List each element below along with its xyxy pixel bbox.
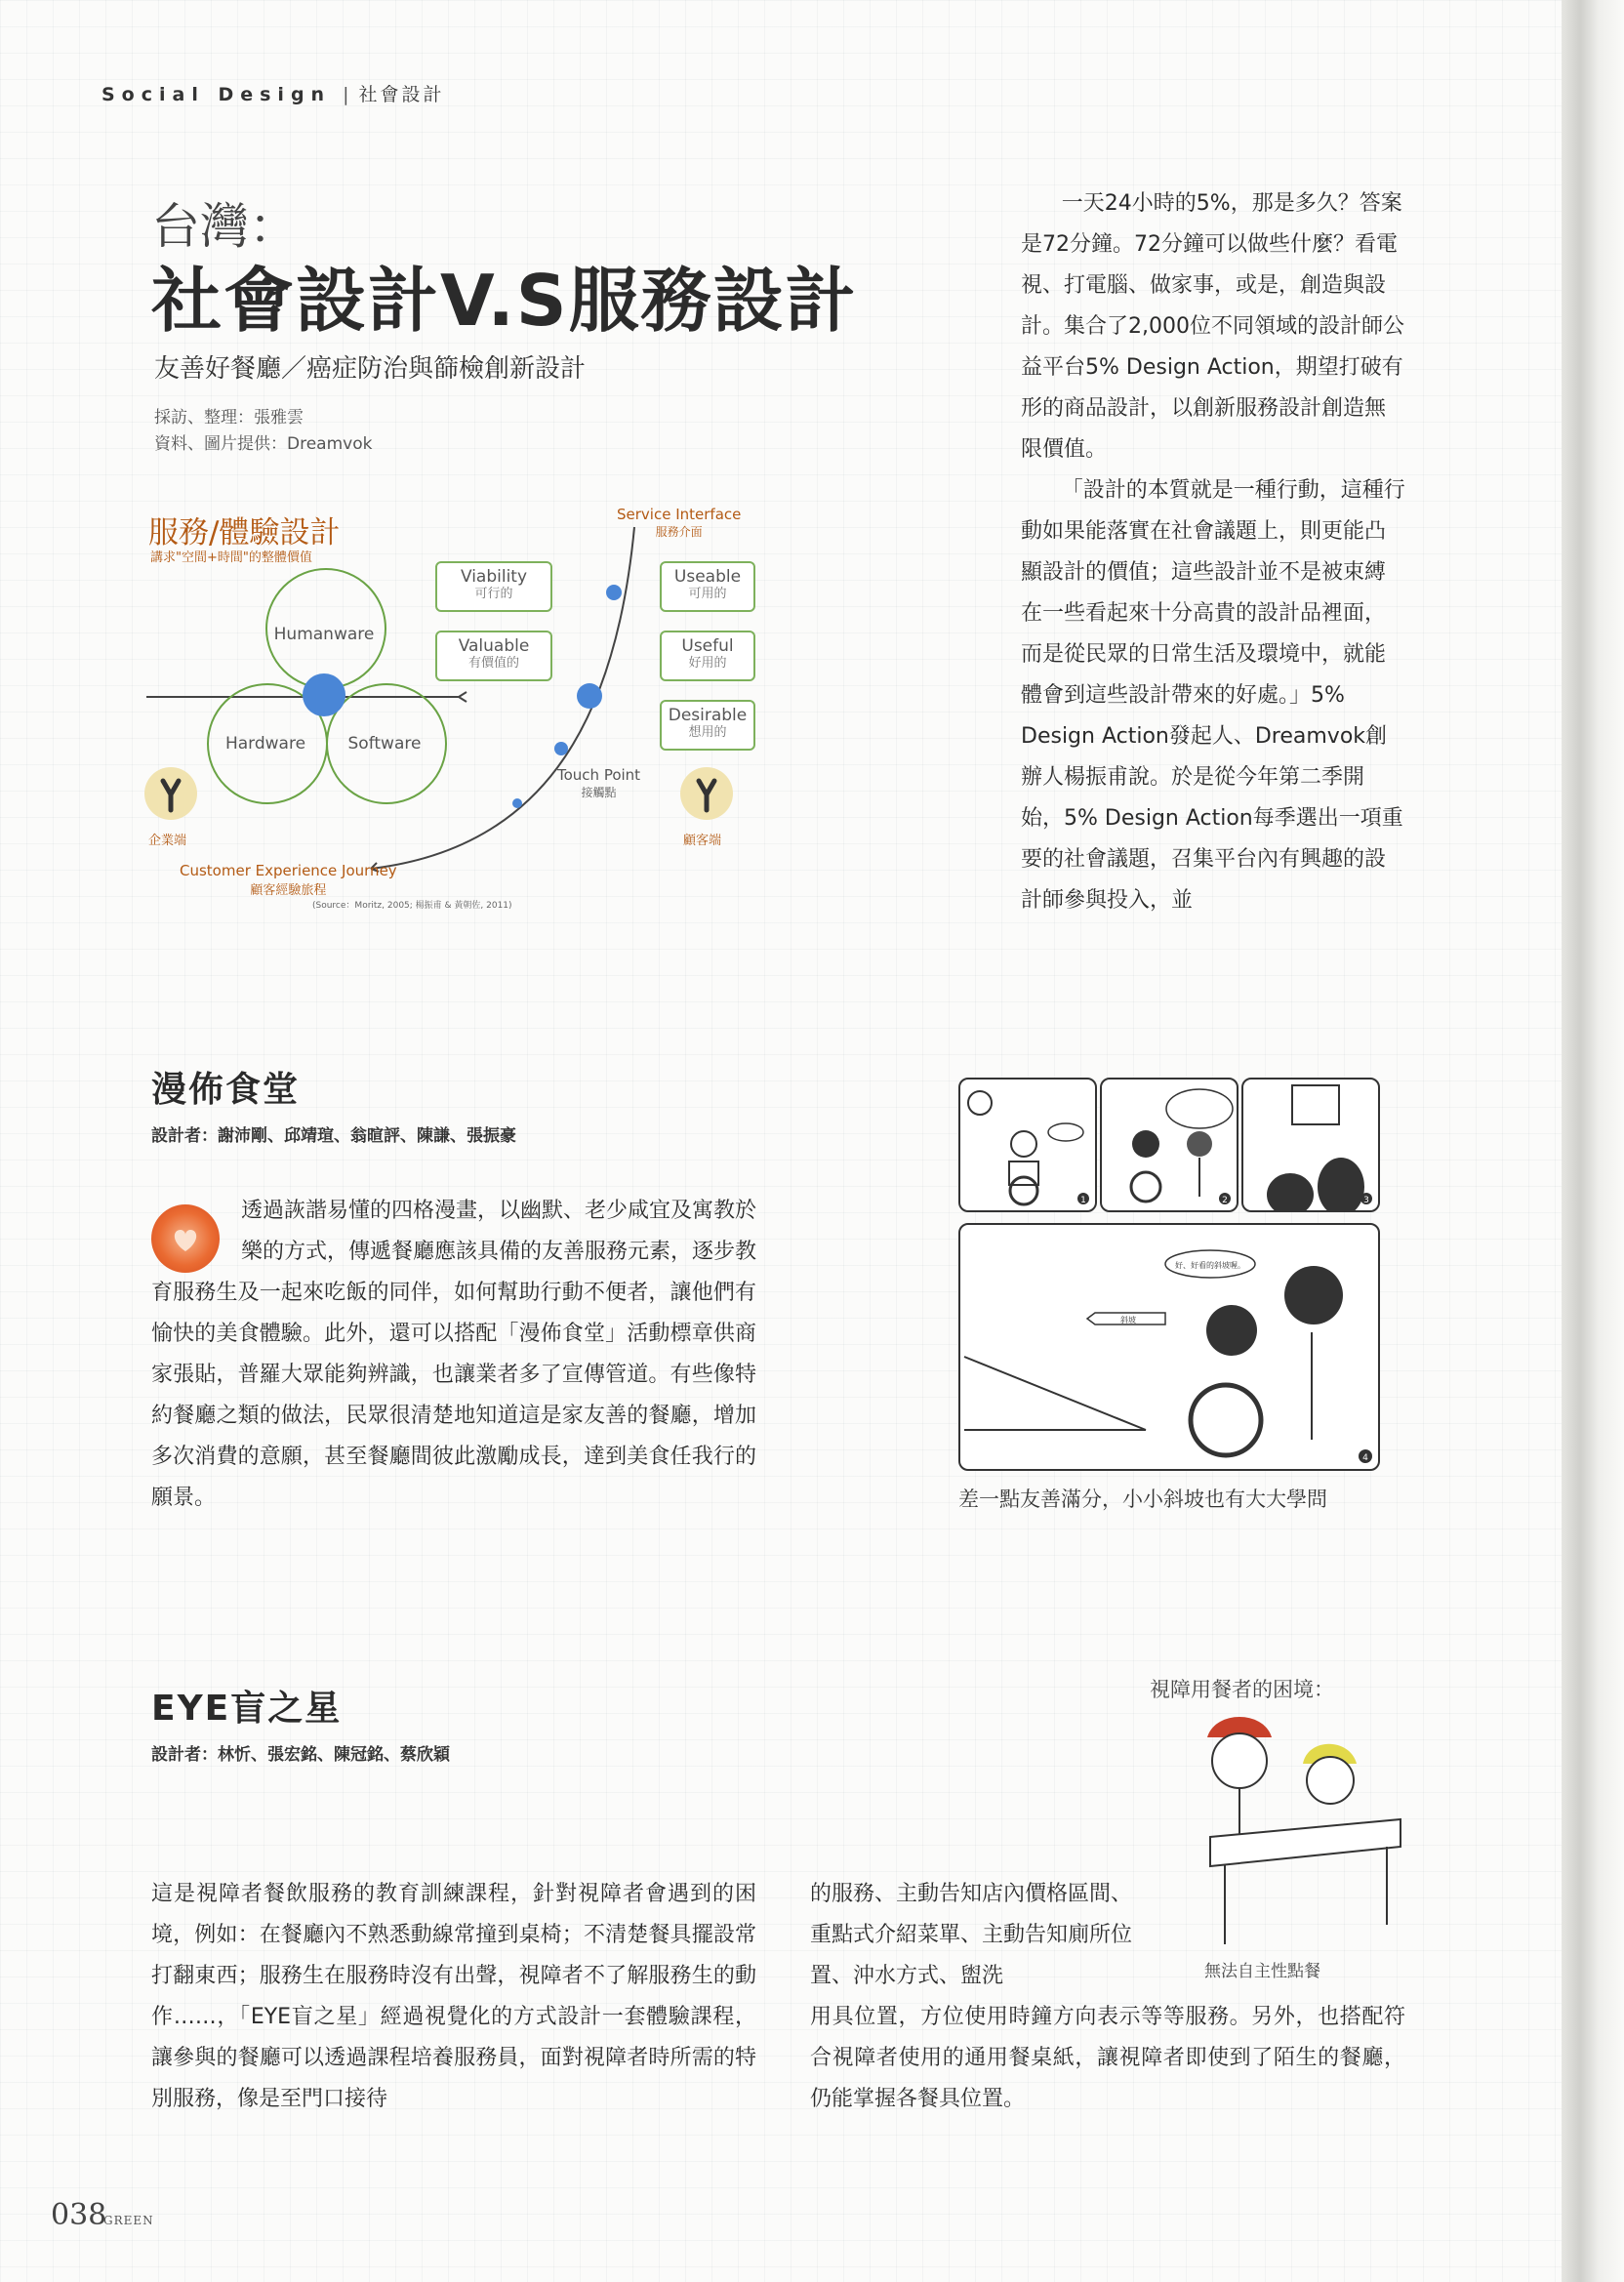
section1-designers: 設計者：謝沛剛、邱靖瑄、翁暄評、陳謙、張振豪 <box>151 1126 516 1146</box>
comic-panel-3 <box>1241 1078 1380 1212</box>
customer-label: 顧客端 <box>683 834 722 848</box>
box-useful-en: Useful <box>681 636 734 656</box>
section1-body: 透過詼諧易懂的四格漫畫，以幽默、老少咸宜及寓教於樂的方式，傳遞餐廳應該具備的友善服務元素，逐步教育服務生及一起來吃飯的同伴，如何幫助行動不便者，讓他們有愉快的美食體驗。此外，還可以搭配「漫佈食堂」活動標章供商家張貼，普羅大眾能夠辨識，也讓業者多了宣傳管道。有些像特約餐廳之類的做法，民眾很清楚地知道這是家友善的餐廳，增加多次消費的意願，甚至餐廳間彼此激勵成長，達到美食任我行的願景。 <box>151 1199 757 1510</box>
touchpoint-dot-4 <box>512 798 522 808</box>
diagram-subtitle: 講求"空間+時間"的整體價值 <box>150 550 312 565</box>
comic-panel-4 <box>958 1223 1380 1471</box>
label-software: Software <box>347 734 422 754</box>
comic-panel-2 <box>1100 1078 1238 1212</box>
box-valuable-en: Valuable <box>458 636 530 656</box>
box-useable-en: Useable <box>673 567 742 587</box>
touch-point-label <box>557 766 640 800</box>
service-interface-en: Service Interface <box>617 506 742 523</box>
section2-title: EYE盲之星 <box>151 1689 343 1729</box>
label-humanware: Humanware <box>273 625 375 644</box>
box-useable-zh: 可用的 <box>688 587 727 601</box>
right-paragraph-1: 一天24小時的5%，那是多久？答案是72分鐘。72分鐘可以做些什麼？看電視、打電腦、做家事，或是，創造與設計。集合了2,000位不同領域的設計師公益平台5% Design Action，期望打破有形的商品設計，以創新服務設計創造無限價值。 <box>1021 191 1404 462</box>
service-interface-zh: 服務介面 <box>655 525 703 539</box>
box-desirable-en: Desirable <box>668 706 748 725</box>
right-paragraph-2: 「設計的本質就是一種行動，這種行動如果能落實在社會議題上，則更能凸顯設計的價值；這些設計並不是被束縛在一些看起來十分高貴的設計品裡面，而是從民眾的日常生活及環境中，就能體會到這些設計帶來的好處。」5% Design Action發起人、Dreamvok創辦人楊振甫說。於是從今年第二季開始，5% Design Action每季選出一項重要的社會議題，召集平台內有興趣的設計師參與投入，並 <box>1021 478 1405 913</box>
box-desirable <box>660 700 755 751</box>
touchpoint-dot-2 <box>577 683 602 709</box>
illustration-title: 視障用餐者的困境： <box>1150 1678 1334 1701</box>
diagram-source: (Source：Moritz, 2005; 楊振甫 & 黃朝佐, 2011) <box>312 901 512 911</box>
running-header-en: Social Design <box>102 84 332 105</box>
section2-body-right-wide: 用具位置，方位使用時鐘方向表示等等服務。另外，也搭配符合視障者使用的通用餐桌紙，讓視障者即使到了陌生的餐廳，仍能掌握各餐具位置。 <box>810 2005 1405 2111</box>
comic-bubble-text: 好、好看的斜坡喔。 <box>1175 1261 1245 1270</box>
comic-panel-4-number: 4 <box>1362 1453 1368 1463</box>
customer-person-icon <box>680 767 733 820</box>
running-header <box>102 80 445 106</box>
credit-images: 資料、圖片提供：Dreamvok <box>154 434 373 454</box>
box-viability <box>435 561 552 612</box>
box-viability-en: Viability <box>460 567 528 587</box>
blind-diner-illustration <box>1157 1710 1405 1954</box>
article-kicker: 台灣： <box>151 198 298 255</box>
diagram-center-dot <box>303 673 345 716</box>
page-spine-shadow <box>1562 0 1624 2282</box>
diagram-title: 服務/體驗設計 <box>148 515 341 550</box>
touch-point-zh: 接觸點 <box>581 786 617 799</box>
touchpoint-dot-3 <box>554 742 568 755</box>
box-desirable-zh: 想用的 <box>688 725 727 740</box>
box-useful-zh: 好用的 <box>688 656 727 671</box>
right-column-text <box>1021 183 1405 921</box>
section2-body-right-narrow: 的服務、主動告知店內價格區間、重點式介紹菜單、主動告知廁所位置、沖水方式、盥洗 <box>810 1882 1133 1988</box>
box-useable <box>660 561 755 612</box>
enterprise-person-icon <box>144 767 197 820</box>
box-valuable <box>435 631 552 681</box>
credit-interview: 採訪、整理：張雅雲 <box>154 408 304 428</box>
comic-panel-1-number: 1 <box>1080 1196 1086 1205</box>
article-title: 社會設計V.S服務設計 <box>151 260 858 342</box>
touchpoint-dot-1 <box>606 585 622 600</box>
page-number: 038 <box>51 2198 107 2232</box>
box-useful <box>660 631 755 681</box>
enterprise-label: 企業端 <box>148 834 187 848</box>
box-valuable-zh: 有價值的 <box>467 656 519 671</box>
article-subtitle: 友善好餐廳／癌症防治與篩檢創新設計 <box>154 354 587 384</box>
service-interface-label <box>617 506 741 540</box>
journey-en: Customer Experience Journey <box>180 862 397 879</box>
section1-title: 漫佈食堂 <box>151 1070 301 1110</box>
label-hardware: Hardware <box>224 734 306 754</box>
box-viability-zh: 可行的 <box>474 587 513 601</box>
journey-label <box>180 862 397 898</box>
comic-panel-1 <box>958 1078 1097 1212</box>
running-header-zh: 社會設計 <box>358 84 445 105</box>
section2-designers: 設計者：林忻、張宏銘、陳冠銘、蔡欣穎 <box>151 1745 450 1765</box>
comic-caption: 差一點友善滿分，小小斜坡也有大大學問 <box>958 1487 1327 1511</box>
illustration-caption: 無法自主性點餐 <box>1204 1962 1320 1981</box>
running-header-sep: | <box>343 84 349 105</box>
touch-point-en: Touch Point <box>557 766 641 784</box>
magazine-name: GREEN <box>103 2214 154 2227</box>
comic-panel-2-number: 2 <box>1222 1196 1228 1205</box>
journey-zh: 顧客經驗旅程 <box>250 883 327 898</box>
section2-body-left: 這是視障者餐飲服務的教育訓練課程，針對視障者會遇到的困境，例如：在餐廳內不熟悉動線常撞到桌椅；不清楚餐具擺設常打翻東西；服務生在服務時沒有出聲，視障者不了解服務生的動作……，「EYE盲之星」經過視覺化的方式設計一套體驗課程，讓參與的餐廳可以透過課程培養服務員，面對視障者時所需的特別服務，像是至門口接待 <box>151 1882 756 2111</box>
comic-sign-text: 斜坡 <box>1120 1316 1136 1324</box>
section1-body-wrap <box>151 1191 756 1519</box>
comic-panel-3-number: 3 <box>1363 1196 1369 1205</box>
